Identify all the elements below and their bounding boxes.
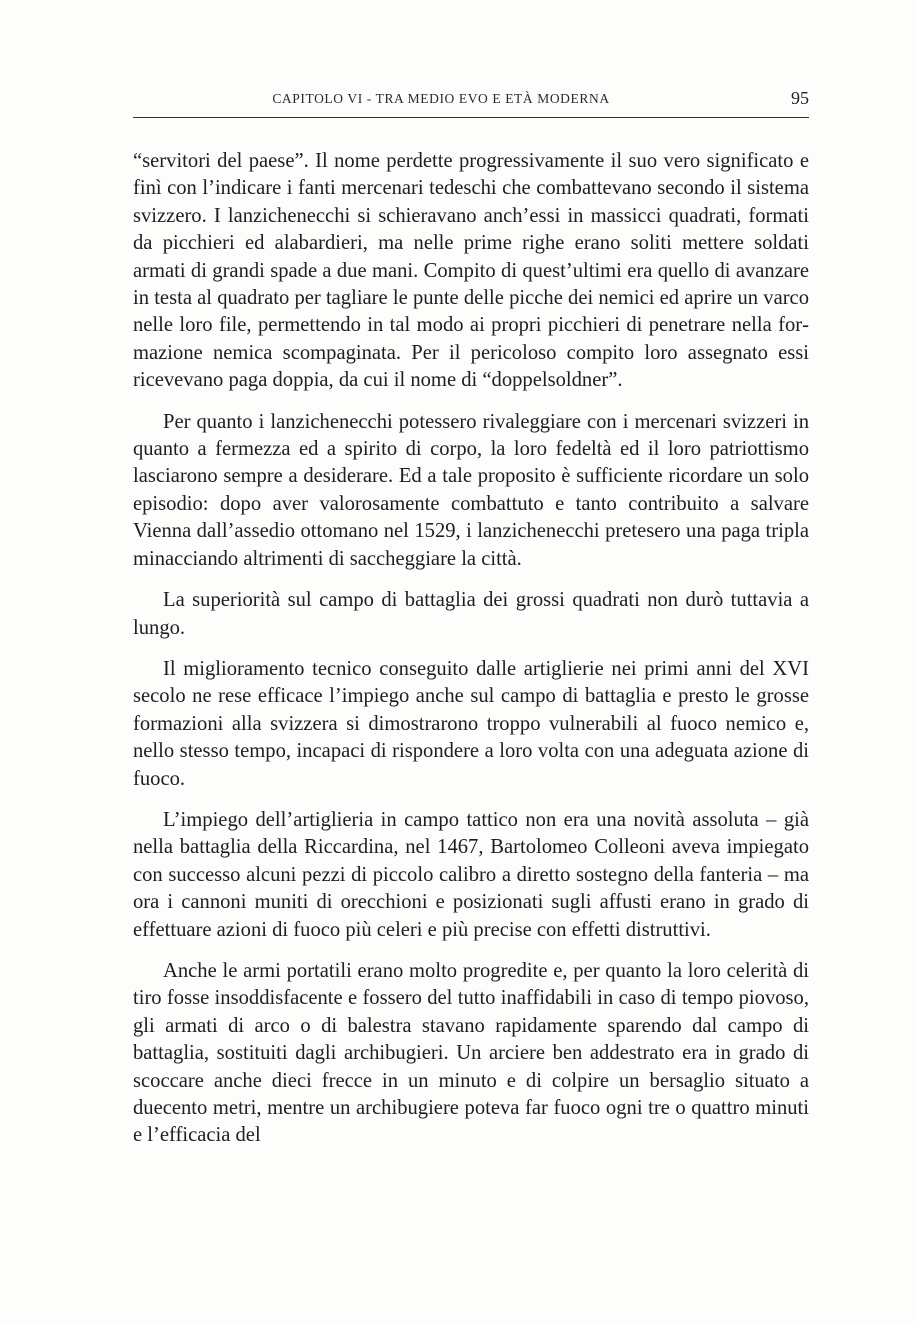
- running-title: CAPITOLO VI - TRA MEDIO EVO E ETÀ MODERNA: [272, 91, 610, 106]
- paragraph-1: “servitori del paese”. Il nome perdette progressivamente il suo vero significato e finì con l’indicare i fanti mercenari tedeschi che combattevano secondo il sistema svizzero. I lanzichenecchi si schieravano anch’essi in massicci quadrati, formati da picchieri ed alabardieri, ma nelle prime righe erano soliti mettere soldati armati di grandi spade a due mani. Compito di quest’ultimi era quello di avanzare in testa al quadrato per tagliare le punte delle picche dei nemici ed aprire un varco nelle loro file, permettendo in tal modo ai propri picchieri di penetrare nella formazione nemica scompaginata. Per il pericoloso compito loro assegnato essi ricevevano paga doppia, da cui il nome di “doppelsoldner”.: [133, 150, 809, 392]
- paragraph-4: Il miglioramento tecnico conseguito dalle artiglierie nei primi anni del XVI secolo ne rese efficace l’impiego anche sul campo di battaglia e presto le grosse formazioni alla svizzera si dimostrarono troppo vulnerabili al fuoco nemico e, nello stesso tempo, incapaci di rispondere a loro volta con una adeguata azione di fuoco.: [133, 657, 809, 790]
- running-header: [133, 88, 809, 116]
- paragraph-2: Per quanto i lanzichenecchi potessero rivaleggiare con i mercenari svizzeri in quanto a fermezza ed a spirito di corpo, la loro fedeltà ed il loro patriottismo lasciarono sempre a desiderare. Ed a tale proposito è sufficiente ricordare un solo episodio: dopo aver valorosamente combattuto e tanto contribuito a salvare Vienna dall’assedio ottomano nel 1529, i lanzichenecchi pretesero una paga tripla minacciando altrimenti di saccheggiare la città.: [133, 410, 809, 570]
- paragraph-3: La superiorità sul campo di battaglia dei grossi quadrati non durò tuttavia a lungo.: [133, 589, 809, 639]
- body-text: [133, 148, 809, 1164]
- header-rule: [133, 117, 809, 118]
- paragraph-5: L’impiego dell’artiglieria in campo tattico non era una novità assoluta – già nella battaglia della Riccardina, nel 1467, Bartolomeo Colleoni aveva impiegato con successo alcuni pezzi di piccolo calibro a diretto sostegno della fanteria – ma ora i cannoni muniti di orecchioni e posizionati sugli affusti erano in grado di effettuare azioni di fuoco più celeri e più precise con effetti distruttivi.: [133, 808, 809, 941]
- paragraph-6: Anche le armi portatili erano molto progredite e, per quanto la loro celerità di tiro fosse insoddisfacente e fossero del tutto inaffidabili in caso di tempo piovoso, gli armati di arco o di balestra stavano rapidamente sparendo dal campo di battaglia, sostituiti dagli archibugieri. Un arciere ben addestrato era in grado di scoccare anche dieci frecce in un minuto e di colpire un bersaglio situato a duecento metri, mentre un archibugiere poteva far fuoco ogni tre o quattro minuti e l’efficacia del: [133, 959, 809, 1147]
- page-number: 95: [791, 88, 809, 108]
